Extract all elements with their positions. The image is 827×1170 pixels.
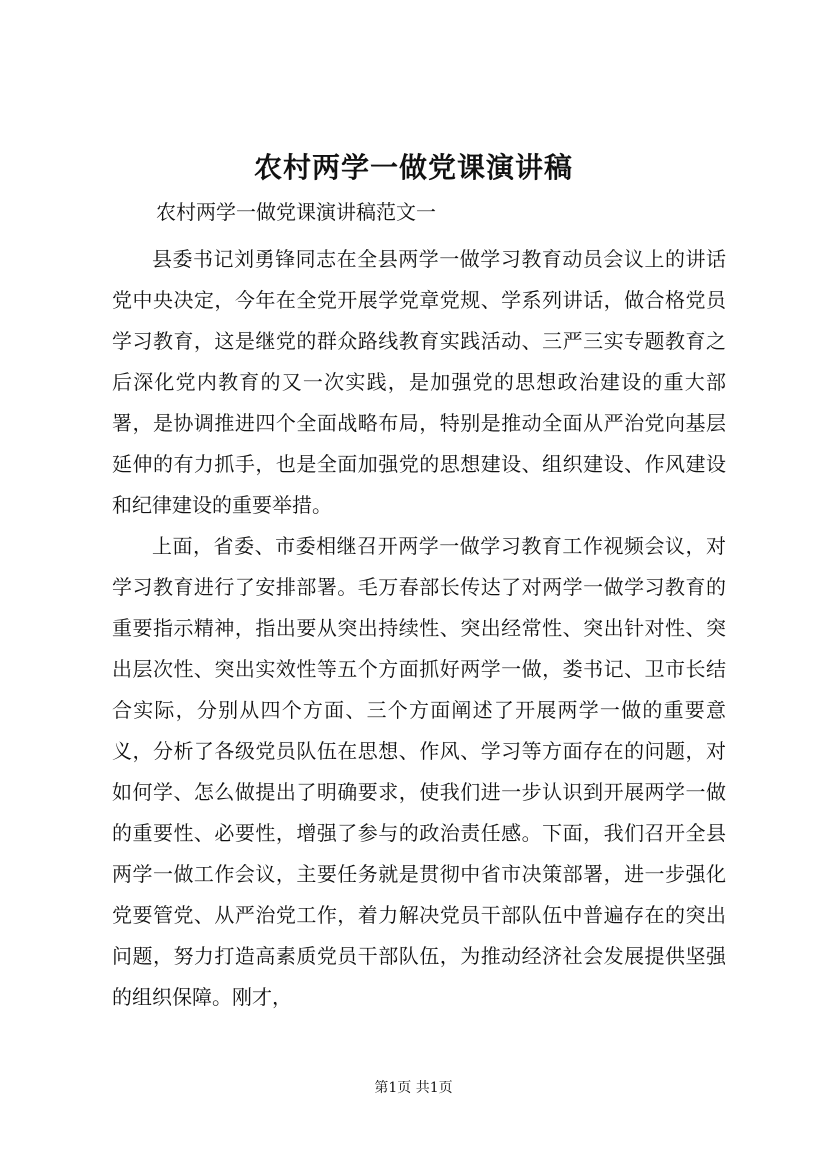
page-footer: 第1页 共1页 xyxy=(374,1080,453,1096)
document-subtitle: 农村两学一做党课演讲稿范文一 xyxy=(156,200,436,224)
paragraph-1: 县委书记刘勇锋同志在全县两学一做学习教育动员会议上的讲话党中央决定，今年在全党开展学党章党规、学系列讲话，做合格党员学习教育，这是继党的群众路线教育实践活动、三严三实专题教育之后深化党内教育的又一次实践，是加强党的思想政治建设的重大部署，是协调推进四个全面战略布局，特别是推动全面从严治党向基层延伸的有力抓手，也是全面加强党的思想建设、组织建设、作风建设和纪律建设的重要举措。 xyxy=(112,247,726,517)
document-title: 农村两学一做党课演讲稿 xyxy=(253,151,573,184)
document-body xyxy=(112,239,726,1018)
paragraph-2: 上面，省委、市委相继召开两学一做学习教育工作视频会议，对学习教育进行了安排部署。毛万春部长传达了对两学一做学习教育的重要指示精神，指出要从突出持续性、突出经常性、突出针对性、突出层次性、突出实效性等五个方面抓好两学一做，娄书记、卫市长结合实际，分别从四个方面、三个方面阐述了开展两学一做的重要意义，分析了各级党员队伍在思想、作风、学习等方面存在的问题，对如何学、怎么做提出了明确要求，使我们进一步认识到开展两学一做的重要性、必要性，增强了参与的政治责任感。下面，我们召开全县两学一做工作会议，主要任务就是贯彻中省市决策部署，进一步强化党要管党、从严治党工作，着力解决党员干部队伍中普遍存在的突出问题，努力打造高素质党员干部队伍，为推动经济社会发展提供坚强的组织保障。刚才， xyxy=(112,534,726,1009)
